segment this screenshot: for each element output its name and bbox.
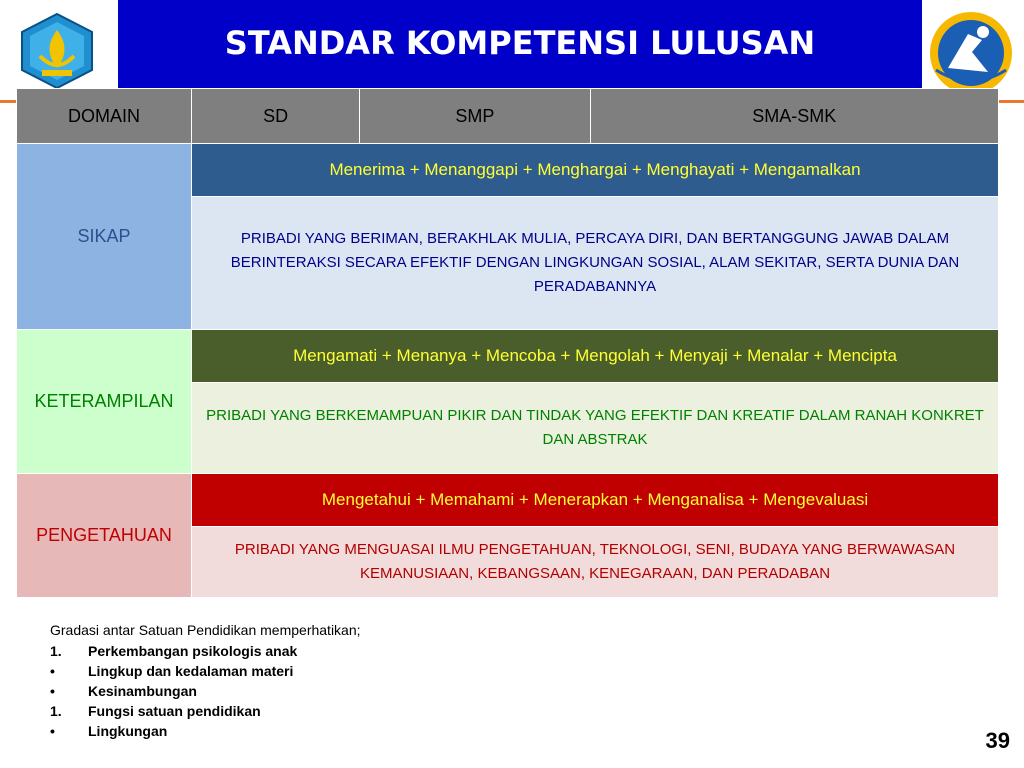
list-item-text: Perkembangan psikologis anak bbox=[88, 643, 298, 659]
list-marker: • bbox=[50, 663, 55, 679]
list-item bbox=[50, 681, 361, 701]
competency-table bbox=[16, 88, 999, 598]
list-marker: 1. bbox=[50, 643, 62, 659]
list-marker: • bbox=[50, 723, 55, 739]
domain-pengetahuan: PENGETAHUAN bbox=[17, 474, 192, 598]
title-bar bbox=[118, 0, 922, 88]
page-number: 39 bbox=[985, 728, 1010, 753]
table-header-row bbox=[17, 89, 999, 144]
kurikulum-2013-logo bbox=[928, 10, 1014, 96]
pengetahuan-verbs: Mengetahui + Memahami + Menerapkan + Menganalisa + Mengevaluasi bbox=[192, 474, 999, 527]
list-item bbox=[50, 661, 361, 681]
pengetahuan-description: PRIBADI YANG MENGUASAI ILMU PENGETAHUAN, TEKNOLOGI, SENI, BUDAYA YANG BERWAWASAN KEMANUSIAAN, KEBANGSAAN, KENEGARAAN, DAN PERADABAN bbox=[192, 527, 999, 598]
list-item-text: Fungsi satuan pendidikan bbox=[88, 703, 261, 719]
sikap-verbs: Menerima + Menanggapi + Menghargai + Menghayati + Mengamalkan bbox=[192, 144, 999, 197]
list-item bbox=[50, 701, 361, 721]
domain-keterampilan: KETERAMPILAN bbox=[17, 330, 192, 474]
header-sma-smk: SMA-SMK bbox=[590, 89, 998, 144]
list-item-text: Lingkungan bbox=[88, 723, 168, 739]
notes bbox=[50, 622, 361, 741]
list-marker: • bbox=[50, 683, 55, 699]
list-marker: 1. bbox=[50, 703, 62, 719]
list-item-text: Kesinambungan bbox=[88, 683, 197, 699]
slide-title: STANDAR KOMPETENSI LULUSAN bbox=[224, 24, 816, 62]
notes-intro: Gradasi antar Satuan Pendidikan memperhatikan; bbox=[50, 622, 361, 638]
header-domain: DOMAIN bbox=[17, 89, 192, 144]
list-item bbox=[50, 721, 361, 741]
table-row bbox=[17, 474, 999, 527]
keterampilan-verbs: Mengamati + Menanya + Mencoba + Mengolah + Menyaji + Menalar + Mencipta bbox=[192, 330, 999, 383]
domain-sikap: SIKAP bbox=[17, 144, 192, 330]
sikap-description: PRIBADI YANG BERIMAN, BERAKHLAK MULIA, PERCAYA DIRI, DAN BERTANGGUNG JAWAB DALAM BERINTERAKSI SECARA EFEKTIF DENGAN LINGKUNGAN SOSIAL, ALAM SEKITAR, SERTA DUNIA DAN PERADABANNYA bbox=[192, 197, 999, 330]
list-item-text: Lingkup dan kedalaman materi bbox=[88, 663, 294, 679]
header-sd: SD bbox=[192, 89, 360, 144]
table-row bbox=[17, 330, 999, 383]
list-item bbox=[50, 641, 361, 661]
keterampilan-description: PRIBADI YANG BERKEMAMPUAN PIKIR DAN TINDAK YANG EFEKTIF DAN KREATIF DALAM RANAH KONKRET DAN ABSTRAK bbox=[192, 383, 999, 474]
header-smp: SMP bbox=[360, 89, 590, 144]
tut-wuri-handayani-logo bbox=[18, 12, 96, 90]
table-row bbox=[17, 144, 999, 197]
